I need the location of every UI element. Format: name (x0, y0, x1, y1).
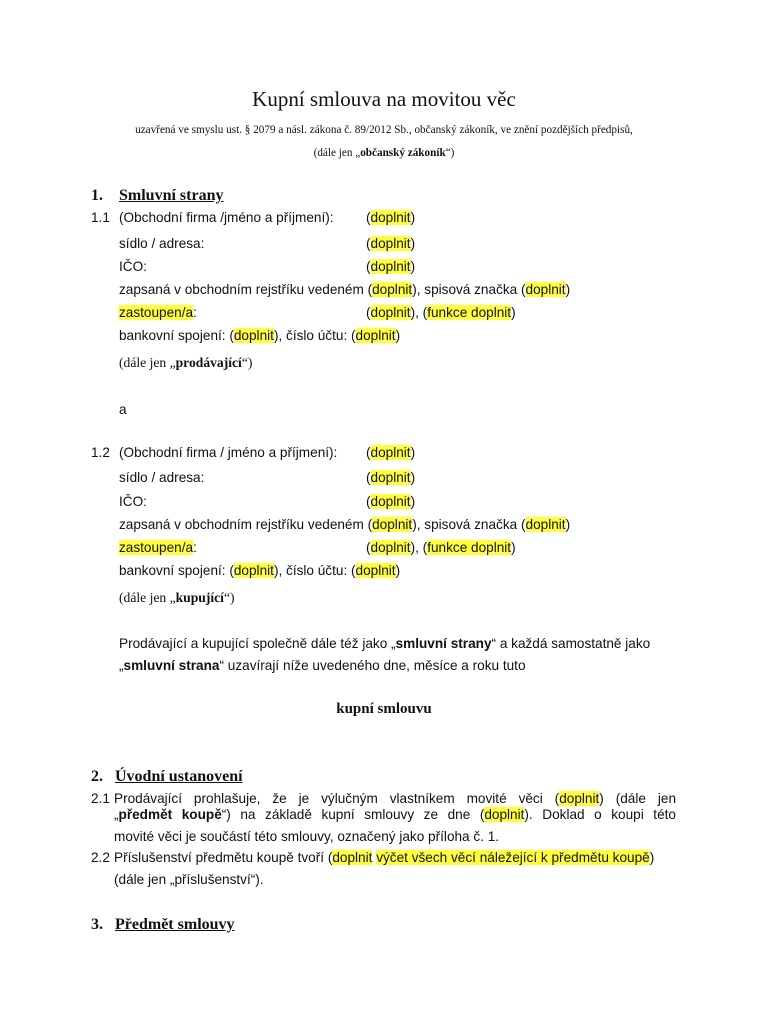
placeholder-highlight: doplnit (372, 517, 413, 532)
placeholder-highlight: doplnit (233, 563, 274, 578)
paren: ) (511, 540, 516, 555)
registry-text: zapsaná v obchodním rejstříku vedeném ( (119, 282, 373, 297)
document-subtitle-line2 (0, 147, 768, 159)
joint-text: “ a každá samostatně jako (491, 636, 651, 651)
paren: ( (366, 210, 371, 225)
placeholder-highlight: doplnit (233, 328, 274, 343)
placeholder-highlight: doplnit (525, 517, 566, 532)
subtitle-text: (dále jen „ (313, 147, 361, 159)
conjunction: a (119, 402, 127, 417)
placeholder-highlight: doplnit (559, 791, 600, 806)
placeholder-highlight: doplnit (370, 540, 411, 555)
bank-text: bankovní spojení: ( (119, 328, 234, 343)
paren: ( (366, 305, 371, 320)
party2-representative-value (366, 540, 516, 555)
paren: ) (410, 494, 416, 509)
registry-text: ), spisová značka ( (412, 517, 526, 532)
section2-p2-line1 (114, 850, 654, 865)
colon: : (193, 540, 197, 555)
party2-alias (119, 590, 235, 606)
section2-p1-line3: movité věci je součástí této smlouvy, označený jako příloha č. 1. (114, 829, 500, 844)
placeholder-highlight: doplnit (355, 563, 396, 578)
paragraph-text: „ (114, 807, 119, 822)
alias-text: (dále jen „ (119, 355, 176, 370)
party1-number: 1.1 (91, 210, 110, 225)
registry-text: ) (565, 282, 571, 297)
party1-representative-label (119, 305, 197, 320)
joint-text: „ (119, 658, 124, 673)
party1-address-label: sídlo / adresa: (119, 236, 205, 251)
placeholder-highlight: doplnit (372, 282, 413, 297)
paren: ( (366, 540, 371, 555)
paren: ) (410, 259, 416, 274)
paren: ( (366, 259, 371, 274)
party1-alias (119, 355, 252, 371)
section2-p2-line2: (dále jen „příslušenství“). (114, 872, 264, 887)
placeholder-highlight: zastoupen/a (119, 305, 194, 320)
paren: ) (410, 236, 416, 251)
placeholder-highlight: doplnit (332, 850, 373, 865)
document-title: Kupní smlouva na movitou věc (252, 87, 516, 111)
paren: ( (366, 494, 371, 509)
party2-ico-value (366, 494, 415, 509)
placeholder-highlight: doplnit (370, 470, 411, 485)
paren: ( (366, 470, 371, 485)
section2-p1-line1 (114, 791, 676, 806)
joint-text: Prodávající a kupující společně dále též jako „ (119, 636, 396, 651)
paren: ) (410, 470, 416, 485)
party1-name-value (366, 210, 415, 225)
party2-number: 1.2 (91, 445, 110, 460)
party1-ico-label: IČO: (119, 259, 147, 274)
joint-paragraph-line2 (119, 658, 526, 673)
party2-registry-line (119, 517, 570, 532)
joint-paragraph-line1 (119, 636, 650, 651)
placeholder-highlight: doplnit (370, 236, 411, 251)
bank-text: bankovní spojení: ( (119, 563, 234, 578)
joint-bold-term: smluvní strany (395, 636, 492, 651)
section2-number: 2. (91, 768, 103, 785)
paragraph-text: Prodávající prohlašuje, že je výlučným vlastníkem movité věci ( (114, 791, 560, 806)
paragraph-text: Příslušenství předmětu koupě tvoří ( (114, 850, 333, 865)
placeholder-highlight: výčet všech věcí náležející k předmětu koupě (376, 850, 650, 865)
placeholder-highlight: funkce doplnit (427, 540, 512, 555)
section3-title: Předmět smlouvy (115, 916, 235, 933)
paragraph-text: ) (dále jen (599, 791, 677, 806)
placeholder-highlight: doplnit (484, 807, 525, 822)
paren: ) (410, 445, 416, 460)
placeholder-highlight: doplnit (370, 494, 411, 509)
alias-bold-term: prodávající (175, 355, 242, 370)
placeholder-highlight: doplnit (370, 305, 411, 320)
section2-p1-number: 2.1 (91, 791, 110, 806)
paren: ), ( (410, 540, 428, 555)
paragraph-text: ). Doklad o koupi této (524, 807, 676, 822)
alias-text: “) (241, 355, 253, 370)
section3-number: 3. (91, 916, 103, 933)
party2-ico-label: IČO: (119, 494, 147, 509)
party1-bank-line (119, 328, 400, 343)
paren: ( (366, 445, 371, 460)
paragraph-bold-term: předmět koupě (118, 807, 222, 822)
section1-number: 1. (91, 187, 103, 204)
placeholder-highlight: doplnit (370, 445, 411, 460)
alias-text: (dále jen „ (119, 590, 176, 605)
paragraph-text: ) (649, 850, 655, 865)
paren: ), ( (410, 305, 428, 320)
placeholder-highlight: doplnit (525, 282, 566, 297)
alias-text: “) (223, 590, 235, 605)
placeholder-highlight: doplnit (355, 328, 396, 343)
contract-heading: kupní smlouvu (336, 701, 432, 717)
subtitle-bold-term: občanský zákoník (360, 147, 446, 159)
colon: : (193, 305, 197, 320)
party2-name-label: (Obchodní firma / jméno a příjmení): (119, 445, 338, 460)
section2-p1-line2 (114, 807, 676, 822)
section1-title: Smluvní strany (119, 187, 224, 204)
party1-address-value (366, 236, 415, 251)
party1-ico-value (366, 259, 415, 274)
bank-text: ), číslo účtu: ( (273, 328, 356, 343)
registry-text: ), spisová značka ( (412, 282, 526, 297)
document-subtitle-line1: uzavřená ve smyslu ust. § 2079 a násl. zákona č. 89/2012 Sb., občanský zákoník, ve znění pozdějších předpisů, (135, 124, 633, 136)
party1-registry-line (119, 282, 570, 297)
section2-p2-number: 2.2 (91, 850, 110, 865)
paragraph-text: “) na základě kupní smlouvy ze dne ( (221, 807, 485, 822)
party2-address-label: sídlo / adresa: (119, 470, 205, 485)
bank-text: ), číslo účtu: ( (273, 563, 356, 578)
section2-title: Úvodní ustanovení (115, 768, 243, 785)
bank-text: ) (395, 328, 401, 343)
party2-bank-line (119, 563, 400, 578)
party1-name-label: (Obchodní firma /jméno a příjmení): (119, 210, 334, 225)
placeholder-highlight: doplnit (370, 259, 411, 274)
placeholder-highlight: funkce doplnit (427, 305, 512, 320)
joint-text: “ uzavírají níže uvedeného dne, měsíce a roku tuto (219, 658, 526, 673)
paren: ( (366, 236, 371, 251)
registry-text: zapsaná v obchodním rejstříku vedeném ( (119, 517, 373, 532)
party2-name-value (366, 445, 415, 460)
registry-text: ) (565, 517, 571, 532)
party2-address-value (366, 470, 415, 485)
placeholder-highlight: doplnit (370, 210, 411, 225)
party2-representative-label (119, 540, 197, 555)
subtitle-text: “) (445, 147, 455, 159)
bank-text: ) (395, 563, 401, 578)
paren: ) (410, 210, 416, 225)
paren: ) (511, 305, 516, 320)
party1-representative-value (366, 305, 516, 320)
placeholder-highlight: zastoupen/a (119, 540, 194, 555)
joint-bold-term: smluvní strana (123, 658, 220, 673)
alias-bold-term: kupující (175, 590, 224, 605)
